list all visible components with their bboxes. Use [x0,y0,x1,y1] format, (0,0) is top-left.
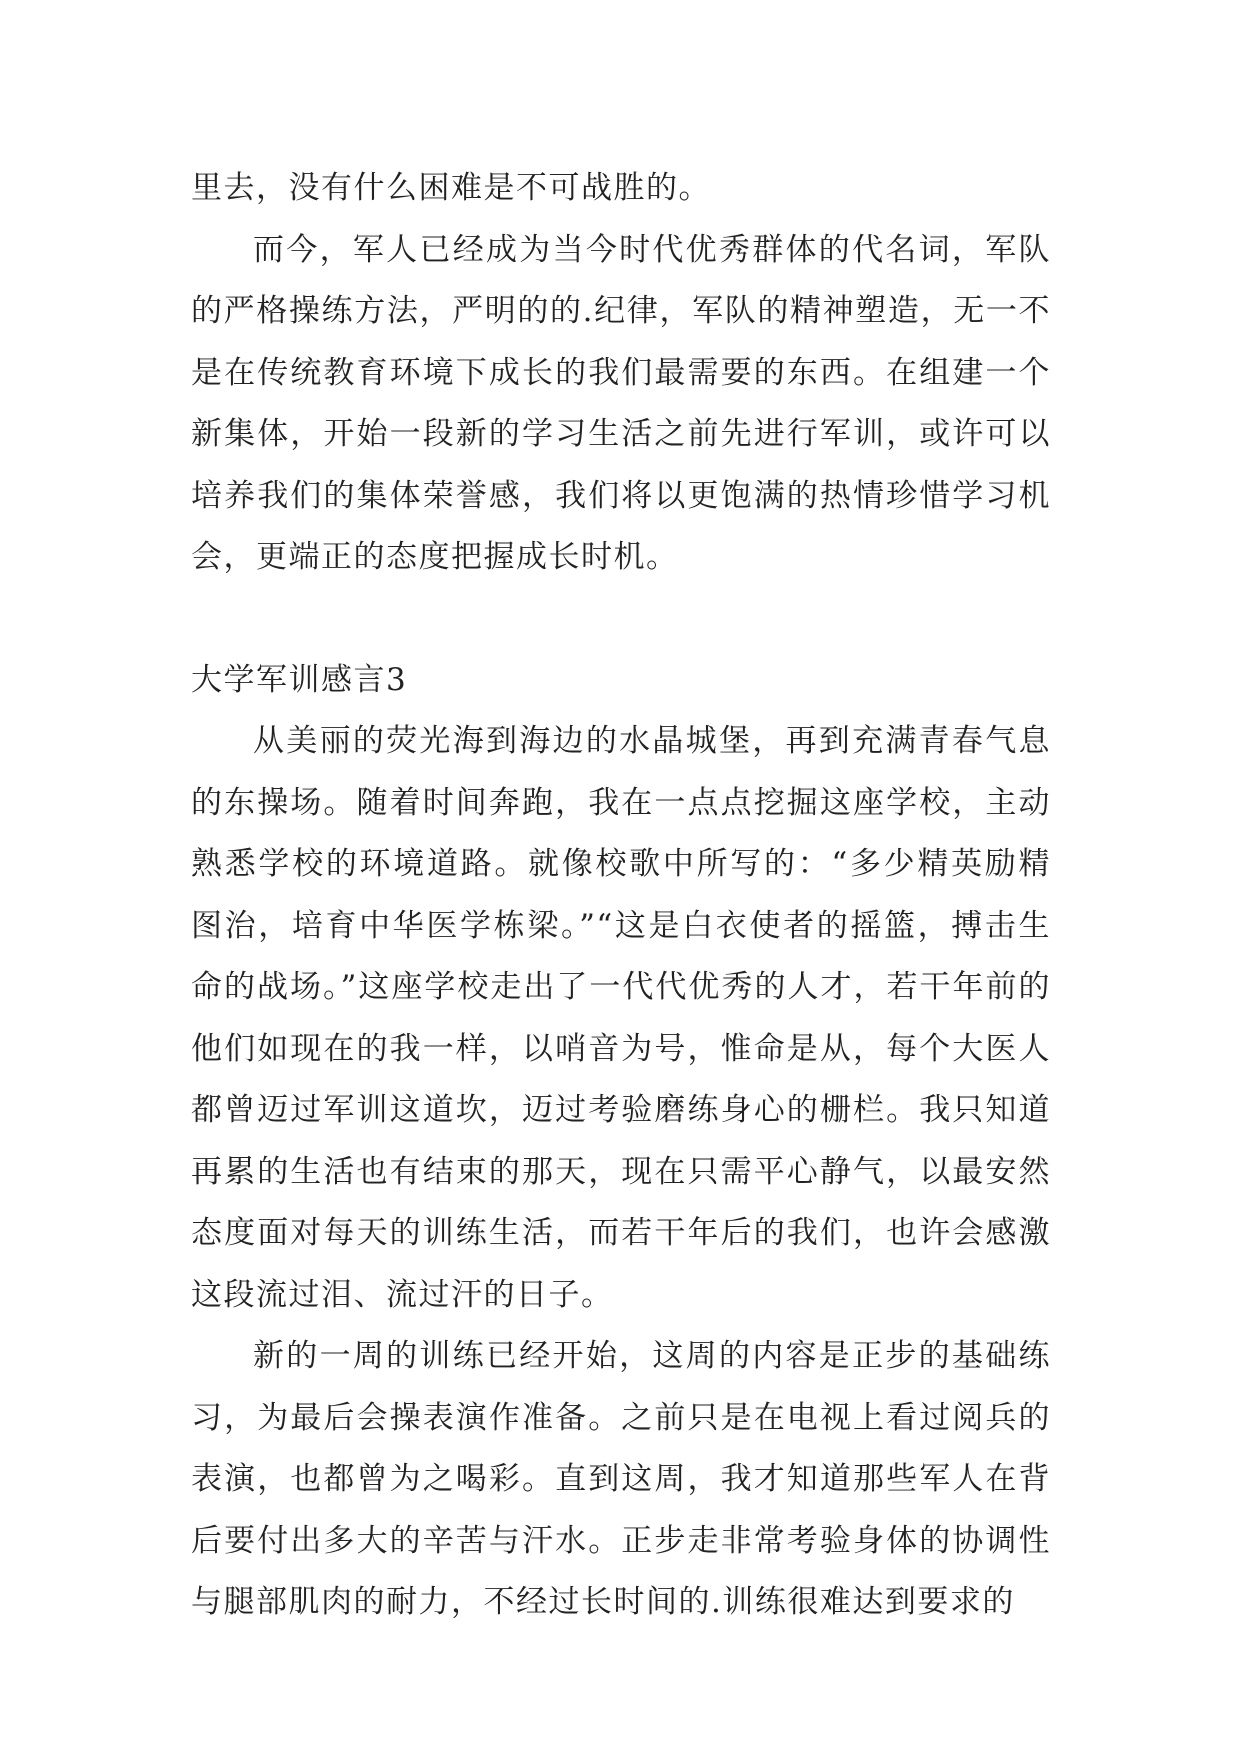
paragraph-1: 里去，没有什么困难是不可战胜的。 [191,170,711,206]
document-body [191,158,1051,1634]
paragraph-4: 新的一周的训练已经开始，这周的内容是正步的基础练习，为最后会操表演作准备。之前只是在电视上看过阅兵的表演，也都曾为之喝彩。直到这周，我才知道那些军人在背后要付出多大的辛苦与汗水。正步走非常考验身体的协调性与腿部肌肉的耐力，不经过长时间的.训练很难达到要求的 [191,1338,1051,1620]
paragraph-3: 从美丽的荧光海到海边的水晶城堡，再到充满青春气息的东操场。随着时间奔跑，我在一点点挖掘这座学校，主动熟悉学校的环境道路。就像校歌中所写的：“多少精英励精图治，培育中华医学栋梁。”“这是白衣使者的摇篮，搏击生命的战场。”这座学校走出了一代代优秀的人才，若干年前的他们如现在的我一样，以哨音为号，惟命是从，每个大医人都曾迈过军训这道坎，迈过考验磨练身心的栅栏。我只知道再累的生活也有结束的那天，现在只需平心静气，以最安然态度面对每天的训练生活，而若干年后的我们，也许会感激这段流过泪、流过汗的日子。 [191,723,1051,1313]
section-heading: 大学军训感言3 [191,661,408,698]
paragraph-2: 而今，军人已经成为当今时代优秀群体的代名词，军队的严格操练方法，严明的的.纪律，军队的精神塑造，无一不是在传统教育环境下成长的我们最需要的东西。在组建一个新集体，开始一段新的学习生活之前先进行军训，或许可以培养我们的集体荣誉感，我们将以更饱满的热情珍惜学习机会，更端正的态度把握成长时机。 [191,231,1051,575]
